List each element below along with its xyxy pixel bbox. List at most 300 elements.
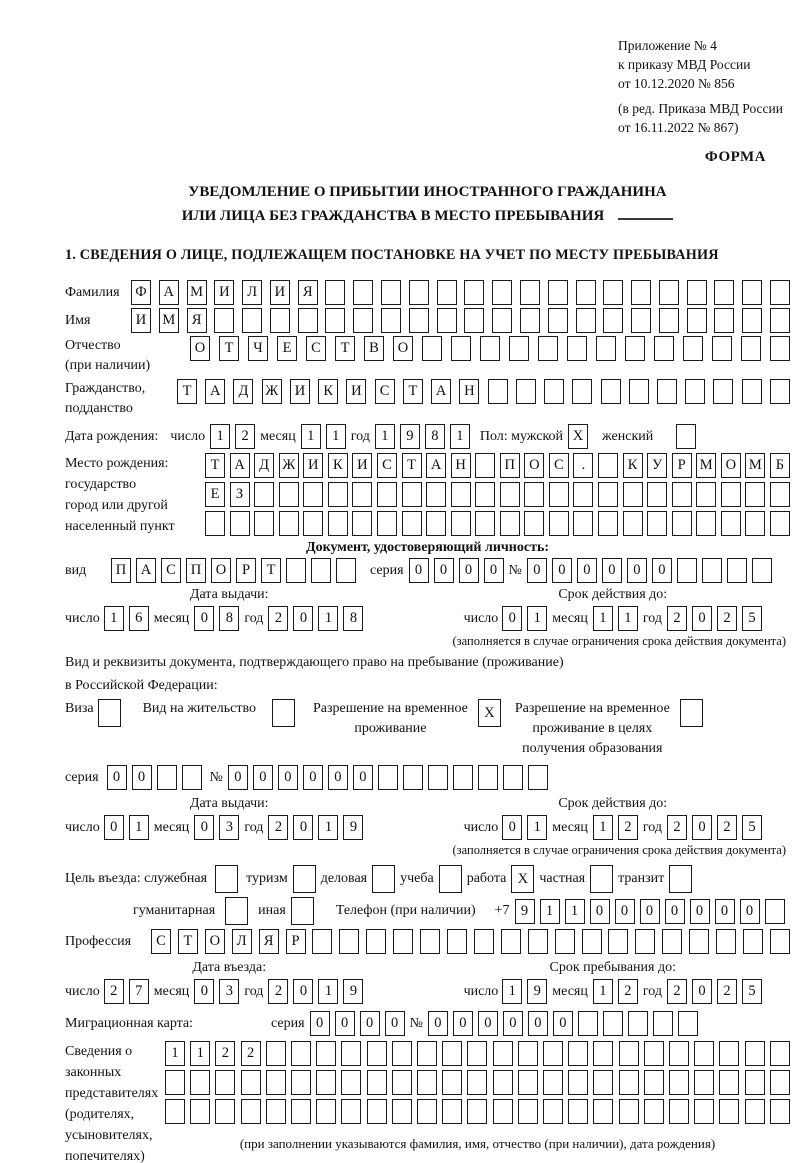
char-cell[interactable] — [745, 482, 765, 507]
char-cell[interactable]: Д — [233, 379, 253, 404]
char-cell[interactable] — [451, 336, 471, 361]
char-cell[interactable] — [742, 379, 762, 404]
char-cell[interactable]: 0 — [478, 1011, 498, 1036]
char-cell[interactable]: 0 — [453, 1011, 473, 1036]
char-cell[interactable] — [464, 280, 484, 305]
char-cell[interactable]: 1 — [502, 979, 522, 1004]
char-cell[interactable]: 1 — [593, 979, 613, 1004]
char-cell[interactable] — [392, 1099, 412, 1124]
char-cell[interactable] — [475, 453, 495, 478]
char-cell[interactable]: 0 — [502, 815, 522, 840]
char-cell[interactable]: Н — [451, 453, 471, 478]
char-cell[interactable] — [312, 929, 332, 954]
purpose-business-checkbox[interactable] — [372, 865, 395, 893]
char-cell[interactable]: Т — [403, 379, 423, 404]
char-cell[interactable] — [549, 482, 569, 507]
char-cell[interactable] — [291, 1070, 311, 1095]
char-cell[interactable] — [420, 929, 440, 954]
temp-residence-edu-checkbox[interactable] — [680, 699, 703, 727]
char-cell[interactable]: К — [318, 379, 338, 404]
char-cell[interactable] — [685, 379, 705, 404]
char-cell[interactable]: 0 — [692, 606, 712, 631]
char-cell[interactable]: 9 — [343, 815, 363, 840]
char-cell[interactable]: А — [230, 453, 250, 478]
char-cell[interactable] — [437, 308, 457, 333]
char-cell[interactable]: 0 — [409, 558, 429, 583]
visa-checkbox[interactable] — [98, 699, 121, 727]
char-cell[interactable]: 1 — [318, 606, 338, 631]
char-cell[interactable]: 0 — [528, 1011, 548, 1036]
char-cell[interactable] — [214, 308, 234, 333]
char-cell[interactable] — [501, 929, 521, 954]
char-cell[interactable] — [549, 511, 569, 536]
char-cell[interactable]: 2 — [667, 815, 687, 840]
char-cell[interactable]: 0 — [194, 979, 214, 1004]
char-cell[interactable] — [266, 1070, 286, 1095]
char-cell[interactable] — [403, 765, 423, 790]
char-cell[interactable] — [770, 379, 790, 404]
char-cell[interactable]: О — [524, 453, 544, 478]
char-cell[interactable]: 1 — [593, 606, 613, 631]
char-cell[interactable]: 0 — [353, 765, 373, 790]
char-cell[interactable]: Т — [261, 558, 281, 583]
char-cell[interactable]: Я — [259, 929, 279, 954]
char-cell[interactable] — [205, 511, 225, 536]
char-cell[interactable]: 0 — [602, 558, 622, 583]
char-cell[interactable] — [625, 336, 645, 361]
char-cell[interactable] — [500, 482, 520, 507]
char-cell[interactable]: О — [205, 929, 225, 954]
char-cell[interactable] — [770, 336, 790, 361]
char-cell[interactable]: 6 — [129, 606, 149, 631]
char-cell[interactable] — [467, 1041, 487, 1066]
char-cell[interactable]: 1 — [375, 424, 395, 449]
char-cell[interactable] — [311, 558, 331, 583]
char-cell[interactable] — [493, 1099, 513, 1124]
char-cell[interactable]: 5 — [742, 815, 762, 840]
char-cell[interactable]: О — [721, 453, 741, 478]
char-cell[interactable]: 2 — [667, 606, 687, 631]
char-cell[interactable]: А — [205, 379, 225, 404]
char-cell[interactable] — [644, 1070, 664, 1095]
purpose-tourism-checkbox[interactable] — [293, 865, 316, 893]
purpose-study-checkbox[interactable] — [439, 865, 462, 893]
char-cell[interactable]: 1 — [129, 815, 149, 840]
char-cell[interactable]: И — [214, 280, 234, 305]
char-cell[interactable] — [254, 482, 274, 507]
char-cell[interactable]: А — [136, 558, 156, 583]
char-cell[interactable] — [518, 1041, 538, 1066]
char-cell[interactable] — [765, 899, 785, 924]
char-cell[interactable] — [500, 511, 520, 536]
char-cell[interactable] — [524, 511, 544, 536]
char-cell[interactable] — [215, 1070, 235, 1095]
char-cell[interactable] — [488, 379, 508, 404]
char-cell[interactable] — [336, 558, 356, 583]
char-cell[interactable] — [402, 482, 422, 507]
char-cell[interactable] — [453, 765, 473, 790]
char-cell[interactable] — [654, 336, 674, 361]
char-cell[interactable] — [714, 280, 734, 305]
char-cell[interactable]: 0 — [293, 606, 313, 631]
char-cell[interactable] — [241, 1099, 261, 1124]
char-cell[interactable] — [417, 1099, 437, 1124]
char-cell[interactable] — [467, 1070, 487, 1095]
char-cell[interactable]: 8 — [425, 424, 445, 449]
char-cell[interactable] — [270, 308, 290, 333]
char-cell[interactable] — [543, 1099, 563, 1124]
char-cell[interactable]: С — [151, 929, 171, 954]
char-cell[interactable] — [286, 558, 306, 583]
char-cell[interactable] — [254, 511, 274, 536]
char-cell[interactable] — [644, 1041, 664, 1066]
char-cell[interactable] — [303, 511, 323, 536]
char-cell[interactable]: 0 — [553, 1011, 573, 1036]
char-cell[interactable]: А — [426, 453, 446, 478]
char-cell[interactable] — [190, 1070, 210, 1095]
char-cell[interactable] — [524, 482, 544, 507]
purpose-humanitarian-checkbox[interactable] — [225, 897, 248, 925]
char-cell[interactable] — [689, 929, 709, 954]
char-cell[interactable] — [702, 558, 722, 583]
char-cell[interactable]: И — [303, 453, 323, 478]
char-cell[interactable] — [752, 558, 772, 583]
char-cell[interactable] — [647, 482, 667, 507]
char-cell[interactable]: Я — [187, 308, 207, 333]
char-cell[interactable]: 2 — [618, 979, 638, 1004]
char-cell[interactable] — [467, 1099, 487, 1124]
char-cell[interactable]: 0 — [503, 1011, 523, 1036]
char-cell[interactable]: 0 — [293, 815, 313, 840]
char-cell[interactable] — [573, 482, 593, 507]
char-cell[interactable] — [442, 1099, 462, 1124]
purpose-private-checkbox[interactable] — [590, 865, 613, 893]
char-cell[interactable]: 0 — [360, 1011, 380, 1036]
char-cell[interactable] — [696, 511, 716, 536]
char-cell[interactable] — [392, 1070, 412, 1095]
char-cell[interactable]: 0 — [627, 558, 647, 583]
char-cell[interactable]: 0 — [194, 815, 214, 840]
char-cell[interactable] — [242, 308, 262, 333]
char-cell[interactable] — [528, 765, 548, 790]
char-cell[interactable]: 1 — [210, 424, 230, 449]
char-cell[interactable]: 0 — [385, 1011, 405, 1036]
char-cell[interactable]: П — [111, 558, 131, 583]
char-cell[interactable]: 7 — [129, 979, 149, 1004]
char-cell[interactable]: К — [623, 453, 643, 478]
char-cell[interactable] — [442, 1070, 462, 1095]
male-checkbox[interactable]: X — [568, 424, 588, 449]
char-cell[interactable]: 8 — [343, 606, 363, 631]
char-cell[interactable] — [325, 280, 345, 305]
char-cell[interactable] — [745, 1099, 765, 1124]
char-cell[interactable] — [492, 280, 512, 305]
char-cell[interactable]: Т — [219, 336, 239, 361]
char-cell[interactable] — [719, 1041, 739, 1066]
char-cell[interactable] — [598, 453, 618, 478]
char-cell[interactable] — [279, 482, 299, 507]
char-cell[interactable] — [417, 1070, 437, 1095]
char-cell[interactable] — [576, 308, 596, 333]
char-cell[interactable] — [520, 280, 540, 305]
char-cell[interactable] — [492, 308, 512, 333]
char-cell[interactable] — [555, 929, 575, 954]
char-cell[interactable]: 2 — [268, 606, 288, 631]
char-cell[interactable] — [341, 1041, 361, 1066]
char-cell[interactable] — [474, 929, 494, 954]
char-cell[interactable] — [353, 280, 373, 305]
char-cell[interactable] — [316, 1041, 336, 1066]
char-cell[interactable]: А — [431, 379, 451, 404]
char-cell[interactable] — [659, 308, 679, 333]
char-cell[interactable] — [593, 1099, 613, 1124]
char-cell[interactable]: М — [159, 308, 179, 333]
char-cell[interactable]: З — [230, 482, 250, 507]
char-cell[interactable] — [543, 1070, 563, 1095]
char-cell[interactable] — [619, 1099, 639, 1124]
char-cell[interactable]: Ж — [279, 453, 299, 478]
char-cell[interactable] — [567, 336, 587, 361]
char-cell[interactable]: Т — [402, 453, 422, 478]
char-cell[interactable]: М — [696, 453, 716, 478]
char-cell[interactable]: 0 — [228, 765, 248, 790]
char-cell[interactable]: Е — [205, 482, 225, 507]
char-cell[interactable]: 0 — [640, 899, 660, 924]
char-cell[interactable]: 0 — [328, 765, 348, 790]
char-cell[interactable] — [367, 1041, 387, 1066]
char-cell[interactable]: П — [500, 453, 520, 478]
char-cell[interactable]: И — [290, 379, 310, 404]
char-cell[interactable]: 3 — [219, 815, 239, 840]
char-cell[interactable] — [493, 1070, 513, 1095]
char-cell[interactable]: 0 — [740, 899, 760, 924]
char-cell[interactable] — [353, 308, 373, 333]
char-cell[interactable] — [352, 511, 372, 536]
char-cell[interactable]: С — [161, 558, 181, 583]
char-cell[interactable]: 1 — [104, 606, 124, 631]
char-cell[interactable]: 0 — [107, 765, 127, 790]
char-cell[interactable]: 1 — [450, 424, 470, 449]
char-cell[interactable] — [377, 482, 397, 507]
char-cell[interactable]: 0 — [484, 558, 504, 583]
char-cell[interactable]: 0 — [335, 1011, 355, 1036]
char-cell[interactable] — [672, 482, 692, 507]
char-cell[interactable] — [669, 1099, 689, 1124]
char-cell[interactable] — [631, 308, 651, 333]
temp-residence-checkbox[interactable]: X — [478, 699, 501, 727]
char-cell[interactable]: 2 — [618, 815, 638, 840]
char-cell[interactable]: Л — [232, 929, 252, 954]
purpose-other-checkbox[interactable] — [291, 897, 314, 925]
char-cell[interactable] — [520, 308, 540, 333]
char-cell[interactable]: 1 — [165, 1041, 185, 1066]
char-cell[interactable] — [409, 308, 429, 333]
female-checkbox[interactable] — [676, 424, 696, 449]
char-cell[interactable] — [745, 1041, 765, 1066]
char-cell[interactable]: Б — [770, 453, 790, 478]
char-cell[interactable]: 3 — [219, 979, 239, 1004]
char-cell[interactable] — [635, 929, 655, 954]
char-cell[interactable] — [378, 765, 398, 790]
char-cell[interactable] — [742, 308, 762, 333]
char-cell[interactable] — [381, 280, 401, 305]
char-cell[interactable] — [598, 482, 618, 507]
char-cell[interactable] — [629, 379, 649, 404]
char-cell[interactable] — [657, 379, 677, 404]
char-cell[interactable] — [266, 1041, 286, 1066]
char-cell[interactable] — [518, 1070, 538, 1095]
char-cell[interactable]: 0 — [253, 765, 273, 790]
char-cell[interactable]: Т — [335, 336, 355, 361]
char-cell[interactable]: 0 — [552, 558, 572, 583]
char-cell[interactable] — [770, 482, 790, 507]
char-cell[interactable] — [644, 1099, 664, 1124]
char-cell[interactable]: 0 — [502, 606, 522, 631]
char-cell[interactable] — [366, 929, 386, 954]
char-cell[interactable] — [544, 379, 564, 404]
char-cell[interactable] — [190, 1099, 210, 1124]
char-cell[interactable] — [582, 929, 602, 954]
char-cell[interactable] — [719, 1099, 739, 1124]
char-cell[interactable] — [770, 1099, 790, 1124]
char-cell[interactable]: 1 — [527, 815, 547, 840]
char-cell[interactable] — [182, 765, 202, 790]
char-cell[interactable]: 0 — [310, 1011, 330, 1036]
char-cell[interactable] — [770, 511, 790, 536]
char-cell[interactable]: 2 — [717, 606, 737, 631]
char-cell[interactable] — [417, 1041, 437, 1066]
char-cell[interactable] — [770, 1041, 790, 1066]
char-cell[interactable]: 8 — [219, 606, 239, 631]
char-cell[interactable] — [509, 336, 529, 361]
char-cell[interactable] — [653, 1011, 673, 1036]
char-cell[interactable] — [451, 482, 471, 507]
char-cell[interactable] — [518, 1099, 538, 1124]
char-cell[interactable] — [601, 379, 621, 404]
char-cell[interactable] — [437, 280, 457, 305]
char-cell[interactable]: Д — [254, 453, 274, 478]
char-cell[interactable]: 5 — [742, 606, 762, 631]
char-cell[interactable]: 0 — [715, 899, 735, 924]
char-cell[interactable] — [727, 558, 747, 583]
char-cell[interactable] — [157, 765, 177, 790]
char-cell[interactable] — [464, 308, 484, 333]
char-cell[interactable] — [291, 1041, 311, 1066]
char-cell[interactable]: Р — [672, 453, 692, 478]
char-cell[interactable] — [279, 511, 299, 536]
char-cell[interactable] — [628, 1011, 648, 1036]
char-cell[interactable]: 2 — [268, 815, 288, 840]
char-cell[interactable]: В — [364, 336, 384, 361]
char-cell[interactable] — [328, 511, 348, 536]
char-cell[interactable] — [662, 929, 682, 954]
char-cell[interactable]: М — [745, 453, 765, 478]
char-cell[interactable]: 2 — [235, 424, 255, 449]
char-cell[interactable] — [393, 929, 413, 954]
purpose-work-checkbox[interactable]: X — [511, 865, 534, 893]
char-cell[interactable] — [402, 511, 422, 536]
char-cell[interactable]: 5 — [742, 979, 762, 1004]
char-cell[interactable] — [593, 1041, 613, 1066]
char-cell[interactable] — [716, 929, 736, 954]
char-cell[interactable] — [619, 1070, 639, 1095]
char-cell[interactable]: О — [211, 558, 231, 583]
char-cell[interactable] — [381, 308, 401, 333]
char-cell[interactable] — [298, 308, 318, 333]
char-cell[interactable] — [770, 280, 790, 305]
char-cell[interactable] — [770, 1070, 790, 1095]
char-cell[interactable]: Р — [286, 929, 306, 954]
char-cell[interactable] — [598, 511, 618, 536]
char-cell[interactable] — [572, 379, 592, 404]
char-cell[interactable] — [683, 336, 703, 361]
char-cell[interactable] — [713, 379, 733, 404]
char-cell[interactable] — [339, 929, 359, 954]
char-cell[interactable] — [230, 511, 250, 536]
char-cell[interactable]: 0 — [194, 606, 214, 631]
char-cell[interactable] — [669, 1070, 689, 1095]
char-cell[interactable] — [480, 336, 500, 361]
char-cell[interactable] — [694, 1041, 714, 1066]
char-cell[interactable]: 9 — [400, 424, 420, 449]
char-cell[interactable] — [672, 511, 692, 536]
char-cell[interactable]: 0 — [293, 979, 313, 1004]
char-cell[interactable] — [291, 1099, 311, 1124]
char-cell[interactable] — [352, 482, 372, 507]
char-cell[interactable] — [619, 1041, 639, 1066]
char-cell[interactable] — [409, 280, 429, 305]
char-cell[interactable]: 9 — [527, 979, 547, 1004]
char-cell[interactable] — [578, 1011, 598, 1036]
char-cell[interactable]: Е — [277, 336, 297, 361]
char-cell[interactable] — [475, 482, 495, 507]
char-cell[interactable] — [669, 1041, 689, 1066]
char-cell[interactable] — [694, 1070, 714, 1095]
char-cell[interactable]: 1 — [540, 899, 560, 924]
char-cell[interactable]: 0 — [590, 899, 610, 924]
char-cell[interactable]: Ч — [248, 336, 268, 361]
char-cell[interactable]: 1 — [565, 899, 585, 924]
char-cell[interactable]: 1 — [618, 606, 638, 631]
char-cell[interactable]: 1 — [318, 815, 338, 840]
char-cell[interactable] — [316, 1099, 336, 1124]
char-cell[interactable] — [266, 1099, 286, 1124]
char-cell[interactable] — [442, 1041, 462, 1066]
char-cell[interactable] — [516, 379, 536, 404]
char-cell[interactable] — [608, 929, 628, 954]
char-cell[interactable] — [721, 511, 741, 536]
char-cell[interactable] — [770, 929, 790, 954]
char-cell[interactable]: К — [328, 453, 348, 478]
char-cell[interactable] — [714, 308, 734, 333]
char-cell[interactable]: Л — [242, 280, 262, 305]
char-cell[interactable]: 0 — [692, 815, 712, 840]
char-cell[interactable] — [392, 1041, 412, 1066]
char-cell[interactable] — [576, 280, 596, 305]
char-cell[interactable] — [694, 1099, 714, 1124]
char-cell[interactable] — [745, 511, 765, 536]
char-cell[interactable] — [548, 308, 568, 333]
char-cell[interactable]: Ф — [131, 280, 151, 305]
char-cell[interactable]: 0 — [690, 899, 710, 924]
char-cell[interactable]: 2 — [667, 979, 687, 1004]
purpose-official-checkbox[interactable] — [215, 865, 238, 893]
char-cell[interactable]: С — [306, 336, 326, 361]
char-cell[interactable]: А — [159, 280, 179, 305]
char-cell[interactable] — [743, 929, 763, 954]
char-cell[interactable]: И — [346, 379, 366, 404]
char-cell[interactable]: 0 — [428, 1011, 448, 1036]
